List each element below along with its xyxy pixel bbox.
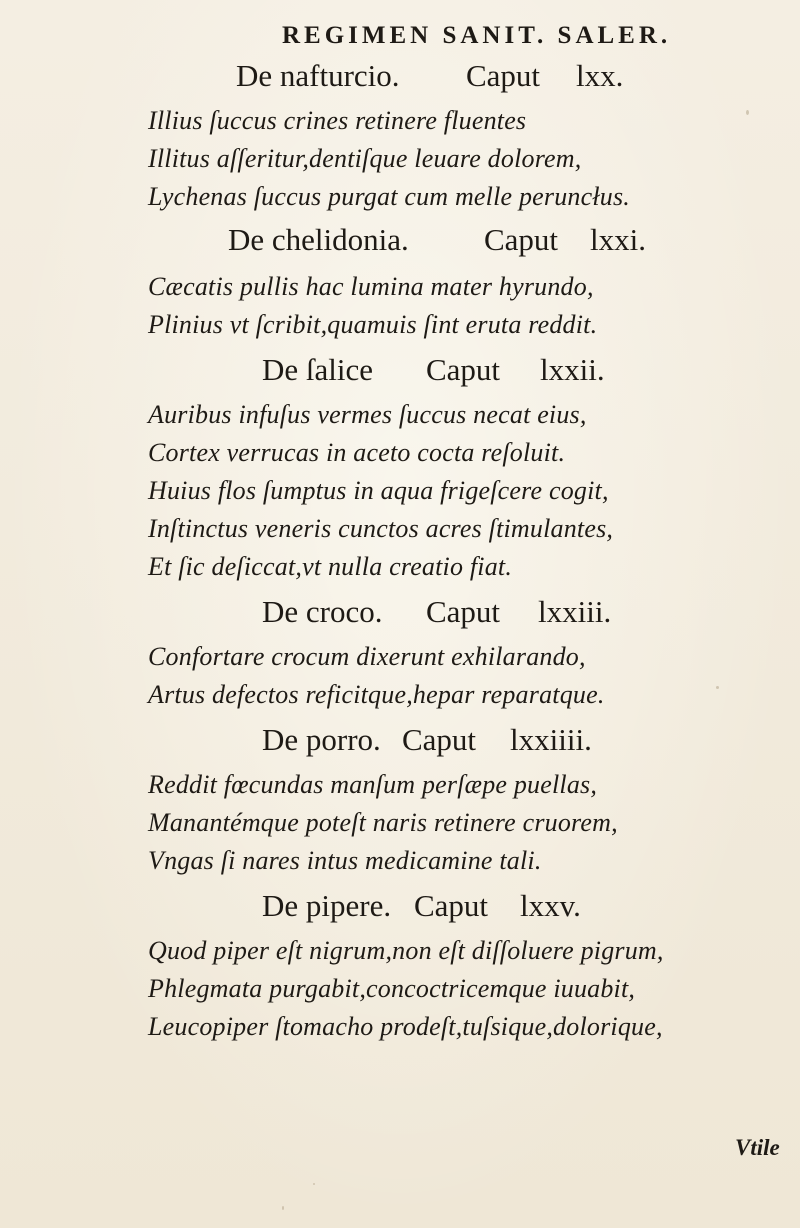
verse-line: Phlegmata purgabit,concoctricemque iuuabit, [148,974,636,1003]
verse-line: Plinius vt ſcribit,quamuis ſint eruta reddit. [148,310,598,339]
verse-line: Leucopiper ſtomacho prodeſt,tuſsique,dolorique, [148,1012,663,1041]
heading-caput: Caput [426,594,501,629]
heading-number: lxx. [576,58,624,93]
heading-caput: Caput [466,58,541,93]
heading-number: lxxiii. [538,594,612,629]
running-head: REGIMEN SANIT. SALER. [282,22,672,49]
heading-caput: Caput [402,722,477,757]
paper-speck [716,686,719,689]
chapter-heading [262,722,592,758]
chapter-heading [262,594,612,630]
verse-line: Inſtinctus veneris cunctos acres ſtimulantes, [148,514,614,543]
heading-caput: Caput [426,352,501,387]
verse-line: Confortare crocum dixerunt exhilarando, [148,642,586,671]
verse-line: Cortex verrucas in aceto cocta reſoluit. [148,438,566,467]
verse-line: Et ſic deſiccat,vt nulla creatio fiat. [148,552,513,581]
chapter-heading [236,58,624,94]
catchword: Vtile [735,1135,780,1160]
verse-line: Reddit fœcundas manſum perſæpe puellas, [148,770,598,799]
heading-title: De croco. [262,594,383,629]
heading-number: lxxv. [520,888,581,923]
paper-speck [313,1183,315,1185]
heading-number: lxxi. [590,222,646,257]
verse-line: Manantémque poteſt naris retinere cruorem, [148,808,618,837]
chapter-heading [262,352,605,388]
paper-speck [282,1206,284,1210]
verse-line: Vngas ſi nares intus medicamine tali. [148,846,542,875]
heading-title: De porro. [262,722,381,757]
verse-line: Quod piper eſt nigrum,non eſt diſſoluere pigrum, [148,936,664,965]
heading-caput: Caput [414,888,489,923]
chapter-heading [262,888,581,924]
verse-line: Huius flos ſumptus in aqua frigeſcere cogit, [148,476,609,505]
verse-line: Artus defectos reficitque,hepar reparatque. [148,680,605,709]
paper-speck [746,110,749,115]
verse-line: Illitus aſſeritur,dentiſque leuare dolorem, [148,144,582,173]
verse-line: Lychenas ſuccus purgat cum melle peruncłus. [148,182,630,211]
heading-caput: Caput [484,222,559,257]
heading-number: lxxii. [540,352,605,387]
verse-line: Illius ſuccus crines retinere fluentes [148,106,527,135]
heading-title: De chelidonia. [228,222,409,257]
heading-number: lxxiiii. [510,722,592,757]
heading-title: De ſalice [262,352,374,387]
verse-line: Cæcatis pullis hac lumina mater hyrundo, [148,272,594,301]
verse-line: Auribus infuſus vermes ſuccus necat eius, [148,400,587,429]
chapter-heading [228,222,646,258]
heading-title: De nafturcio. [236,58,400,93]
heading-title: De pipere. [262,888,392,923]
